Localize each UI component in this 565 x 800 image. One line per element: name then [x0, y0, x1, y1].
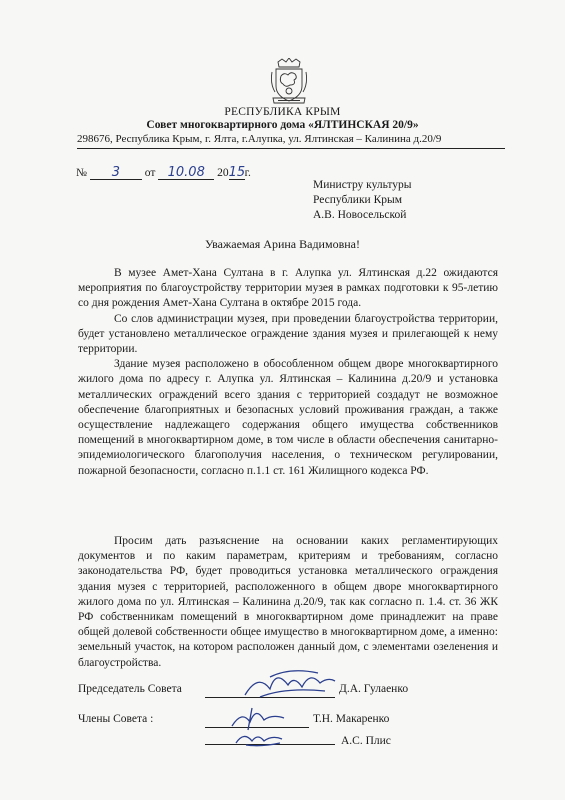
paragraph: Просим дать разъяснение на основании каких регламентирующих документов и по каким параметрам, критериям и требованиям, согласно законодательства РФ, будет проводиться установка металлического ограждения здания музея с территорией, расположенного в общем дворе многоквартирного жилого дома по ул. Ялтинская – Калинина д.20/9, так как согласно п. 1.4. ст. 36 ЖК РФ собственникам помещений в многоквартирном доме принадлежит на праве общей долевой собственности общее имущество в многоквартирном доме, а именно: земельный участок, на котором расположен данный дом, с элементами озеленения и благоустройства.: [78, 535, 498, 669]
number-sign: №: [76, 167, 87, 179]
member2-name: А.С. Плис: [341, 735, 391, 747]
header-divider: [77, 148, 505, 149]
council-title: Совет многоквартирного дома «ЯЛТИНСКАЯ 20/9»: [146, 119, 419, 131]
document-number: 3: [90, 167, 142, 180]
chair-signature-icon: [240, 665, 340, 705]
year-suffix: 15: [228, 165, 246, 180]
letter-request: [78, 534, 498, 671]
member1-name: Т.Н. Макаренко: [313, 713, 390, 725]
addressee-line: А.В. Новосельской: [313, 209, 407, 221]
document-date: 10.08: [158, 167, 214, 180]
council-address: 298676, Республика Крым, г. Ялта, г.Алупка, ул. Ялтинская – Калинина д.20/9: [77, 133, 442, 145]
members-label: Члены Совета :: [78, 713, 154, 725]
year-end: г.: [244, 167, 251, 179]
paragraph: Со слов администрации музея, при проведении благоустройства территории, будет установлено металлическое ограждение здания музея и прилегающей к нему территории.: [78, 312, 498, 356]
chair-label: Председатель Совета: [78, 683, 182, 695]
year-prefix: 20: [217, 167, 229, 179]
crimea-emblem-icon: [270, 58, 308, 106]
addressee-block: [313, 178, 412, 223]
paragraph: В музее Амет-Хана Султана в г. Алупка ул. Ялтинская д.22 ожидаются мероприятия по благоустройству территории музея в рамках подготовки к 95-летию со дня рождения Амет-Хана Султана в октябре 2015 года.: [78, 267, 498, 310]
paragraph: Здание музея расположено в обособленном общем дворе многоквартирного жилого дома по адресу г. Алупка ул. Ялтинская – Калинина д.20/9 и установка металлических ограждений всего здания с территорией создадут не возможное обеспечение благоприятных и безопасных условий проживания граждан, а также осуществление надлежащего содержания общего имущества собственников помещений в многоквартирном доме, в том числе в области обеспечения санитарно-эпидемиологического благополучия населения, о техническом регулировании, пожарной безопасности, согласно п.1.1 ст. 161 Жилищного кодекса РФ.: [78, 358, 498, 477]
chair-name: Д.А. Гулаенко: [339, 683, 409, 695]
addressee-line: Министру культуры: [313, 179, 412, 191]
document-reference: [76, 167, 251, 180]
region-title: РЕСПУБЛИКА КРЫМ: [224, 106, 341, 118]
from-label: от: [144, 167, 156, 179]
greeting: Уважаемая Арина Вадимовна!: [205, 237, 360, 251]
addressee-line: Республики Крым: [313, 194, 402, 206]
letter-body: [78, 266, 498, 479]
member2-signature-icon: [232, 725, 292, 751]
